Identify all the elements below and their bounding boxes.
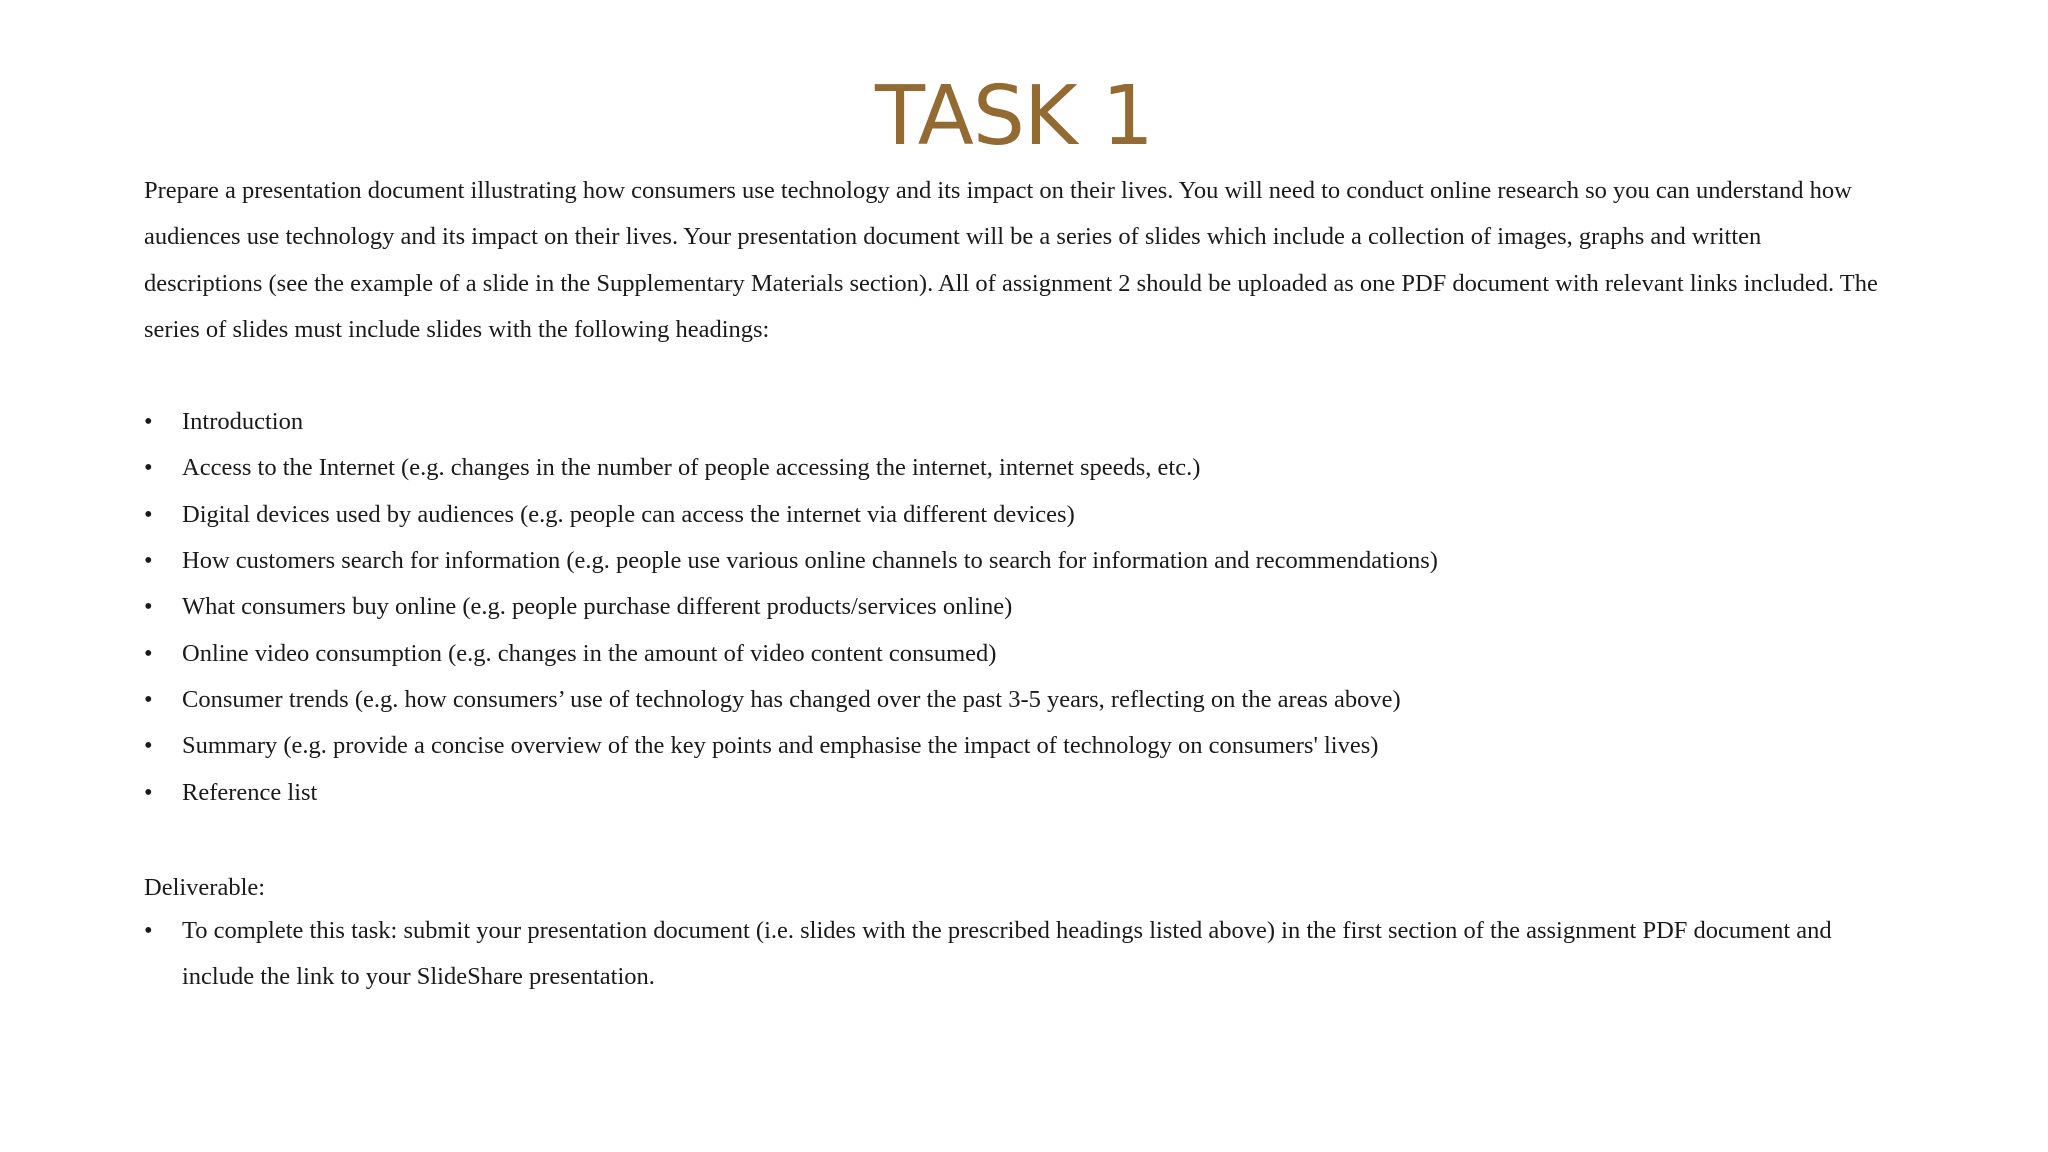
heading-item-text: Summary (e.g. provide a concise overview of the key points and emphasise the impact of technology on consumers' lives) — [182, 732, 1379, 760]
heading-item-text: Online video consumption (e.g. changes in the amount of video content consumed) — [182, 639, 997, 667]
heading-item-text: What consumers buy online (e.g. people purchase different products/services online) — [182, 593, 1013, 621]
slide-body — [144, 168, 1884, 1000]
bullet-icon: • — [144, 639, 153, 667]
list-item — [144, 538, 1884, 584]
deliverable-list — [144, 908, 1884, 1001]
heading-item-text: Digital devices used by audiences (e.g. people can access the internet via different devices) — [182, 500, 1075, 528]
list-item — [144, 908, 1884, 1001]
heading-item-text: Access to the Internet (e.g. changes in the number of people accessing the internet, internet speeds, etc.) — [182, 454, 1201, 482]
list-item — [144, 445, 1884, 491]
required-headings-list — [144, 399, 1884, 816]
list-item — [144, 723, 1884, 769]
bullet-icon: • — [144, 778, 153, 806]
deliverable-heading: Deliverable: — [144, 873, 266, 901]
slide-title: TASK 1 — [875, 69, 1153, 164]
heading-item-text: Consumer trends (e.g. how consumers’ use of technology has changed over the past 3-5 years, reflecting on the areas above) — [182, 685, 1401, 713]
deliverable-item-text: To complete this task: submit your presentation document (i.e. slides with the prescribed headings listed above) in the first section of the assignment PDF document and include the link to your SlideShare presentation. — [182, 916, 1832, 991]
list-item — [144, 677, 1884, 723]
list-item — [144, 492, 1884, 538]
bullet-icon: • — [144, 408, 153, 436]
bullet-icon: • — [144, 454, 153, 482]
heading-item-text: How customers search for information (e.g. people use various online channels to search for information and recommendations) — [182, 547, 1438, 575]
heading-item-text: Introduction — [182, 408, 304, 436]
heading-item-text: Reference list — [182, 778, 318, 806]
list-item — [144, 770, 1884, 816]
bullet-icon: • — [144, 547, 153, 575]
list-item — [144, 584, 1884, 630]
bullet-icon: • — [144, 500, 153, 528]
bullet-icon: • — [144, 732, 153, 760]
list-item — [144, 399, 1884, 445]
bullet-icon: • — [144, 685, 153, 713]
bullet-icon: • — [144, 916, 153, 944]
intro-paragraph: Prepare a presentation document illustrating how consumers use technology and its impact on their lives. You will need to conduct online research so you can understand how audiences use technology and its impact on their lives. Your presentation document will be a series of slides which include a collection of images, graphs and written descriptions (see the example of a slide in the Supplementary Materials section). All of assignment 2 should be uploaded as one PDF document with relevant links included. The series of slides must include slides with the following headings: — [144, 177, 1878, 343]
list-item — [144, 631, 1884, 677]
bullet-icon: • — [144, 593, 153, 621]
